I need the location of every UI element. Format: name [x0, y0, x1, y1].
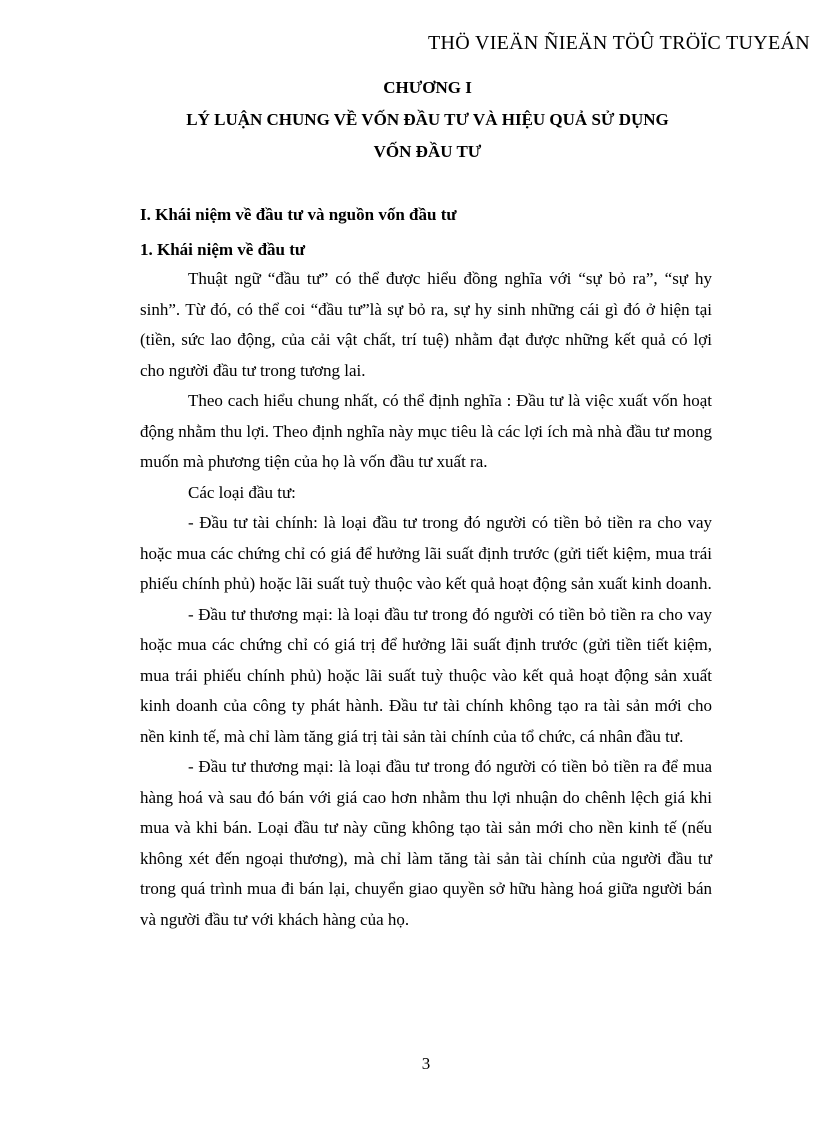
chapter-label: CHƯƠNG I [383, 78, 472, 97]
paragraph-definition: Thuật ngữ “đầu tư” có thể được hiểu đồng nghĩa với “sự bỏ ra”, “sự hy sinh”. Từ đó, có thể coi “đầu tư”là sự bỏ ra, sự hy sinh những cái gì đó ở hiện tại (tiền, sức lao động, của cải vật chất, trí tuệ) nhằm đạt được những kết quả có lợi cho người đầu tư trong tương lai. [140, 269, 712, 380]
chapter-title-line-2: VỐN ĐẦU TƯ [373, 142, 482, 161]
chapter-title-line-1: LÝ LUẬN CHUNG VỀ VỐN ĐẦU TƯ VÀ HIỆU QUẢ SỬ DỤNG [186, 110, 669, 129]
paragraph-investment-types: Các loại đầu tư: [188, 482, 296, 502]
paragraph-financial-investment: - Đầu tư tài chính: là loại đầu tư trong đó người có tiền bỏ tiền ra cho vay hoặc mua các chứng chỉ có giá để hưởng lãi suất định trước (gửi tiết kiệm, mua trái phiếu chính phủ) hoặc lãi suất tuỳ thuộc vào kết quả hoạt động sản xuất kinh doanh. [140, 513, 712, 593]
paragraph-general-definition: Theo cach hiểu chung nhất, có thể định nghĩa : Đầu tư là việc xuất vốn hoạt động nhằm thu lợi. Theo định nghĩa này mục tiêu là các lợi ích mà nhà đầu tư mong muốn mà phương tiện của họ là vốn đầu tư xuất ra. [140, 391, 712, 471]
subsection-heading: 1. Khái niệm về đầu tư [140, 240, 306, 259]
body-text [140, 264, 712, 935]
page-number: 3 [421, 1054, 431, 1073]
paragraph-commercial-investment-1: - Đầu tư thương mại: là loại đầu tư trong đó người có tiền bỏ tiền ra cho vay hoặc mua các chứng chỉ có giá trị để hưởng lãi suất định trước (gửi tiền tiết kiệm, mua trái phiếu chính phủ) hoặc lãi suất tuỳ thuộc vào kết quả hoạt động sản xuất kinh doanh của công ty phát hành. Đầu tư tài chính không tạo ra tài sản mới cho nền kinh tế, mà chỉ làm tăng giá trị tài sản tài chính của tổ chức, cá nhân đầu tư. [140, 604, 712, 746]
library-header: THÖ VIEÄN ÑIEÄN TÖÛ TRÖÏC TUYEÁN [428, 32, 810, 54]
paragraph-commercial-investment-2: - Đầu tư thương mại: là loại đầu tư trong đó người có tiền bỏ tiền ra để mua hàng hoá và sau đó bán với giá cao hơn nhằm thu lợi nhuận do chênh lệch giá khi mua và khi bán. Loại đầu tư này cũng không tạo tài sản mới cho nền kinh tế (nếu không xét đến ngoại thương), mà chỉ làm tăng tài sản tài chính của người đầu tư trong quá trình mua đi bán lại, chuyển giao quyền sở hữu hàng hoá giữa người bán và người đầu tư với khách hàng của họ. [140, 757, 712, 929]
section-heading: I. Khái niệm về đầu tư và nguồn vốn đầu tư [140, 205, 457, 224]
